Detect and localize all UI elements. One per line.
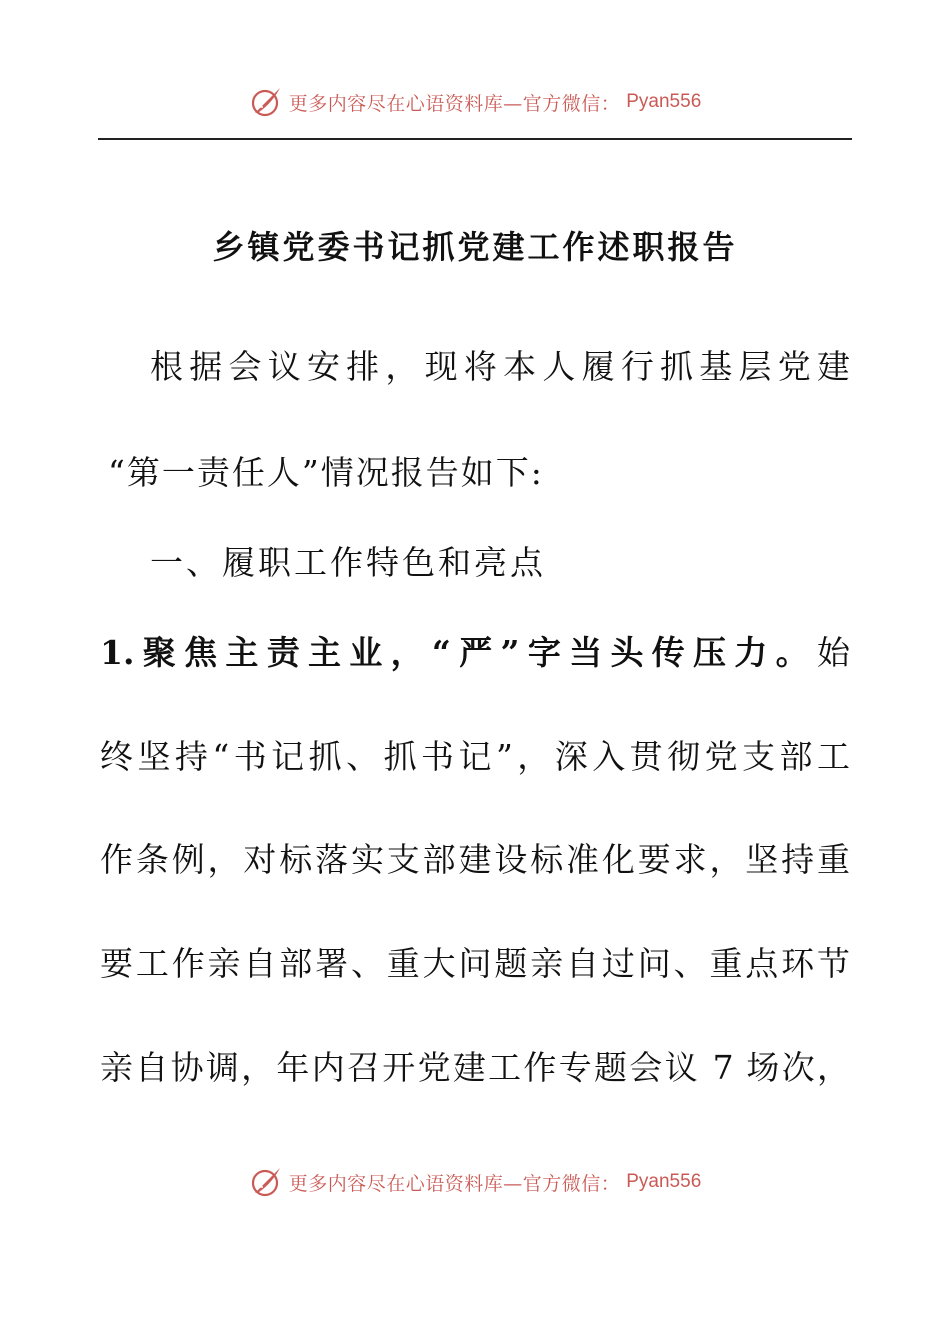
- item-1-line-5: 亲自协调，年内召开党建工作专题会议 7 场次，: [100, 1048, 850, 1087]
- item-1-line-1-rest: 始: [817, 633, 850, 672]
- header-divider: [98, 138, 852, 140]
- footer-watermark: [0, 1162, 950, 1202]
- watermark-handle: Pyan556: [626, 1171, 702, 1192]
- quill-logo-icon: [249, 1165, 283, 1199]
- item-1-line-3: 作条例，对标落实支部建设标准化要求，坚持重: [100, 840, 850, 879]
- document-title: 乡镇党委书记抓党建工作述职报告: [212, 228, 738, 266]
- quill-logo-icon: [249, 85, 283, 119]
- watermark-text: 更多内容尽在心语资料库—官方微信：: [288, 92, 621, 115]
- watermark-handle: Pyan556: [626, 91, 702, 112]
- section-1-heading: 一、履职工作特色和亮点: [150, 543, 546, 582]
- header-watermark: [0, 82, 950, 122]
- watermark-text: 更多内容尽在心语资料库—官方微信：: [288, 1172, 621, 1195]
- item-1-line-2: 终坚持“书记抓、抓书记”，深入贯彻党支部工: [100, 737, 850, 776]
- paragraph-1-line-1: 根据会议安排，现将本人履行抓基层党建: [150, 347, 850, 386]
- paragraph-1-line-2: “第一责任人”情况报告如下:: [108, 453, 544, 492]
- item-1-line-4: 要工作亲自部署、重大问题亲自过问、重点环节: [100, 944, 850, 983]
- item-1-line-1: [100, 633, 850, 672]
- item-1-bold-lead: 1.聚焦主责主业，“严”字当头传压力。: [100, 633, 817, 672]
